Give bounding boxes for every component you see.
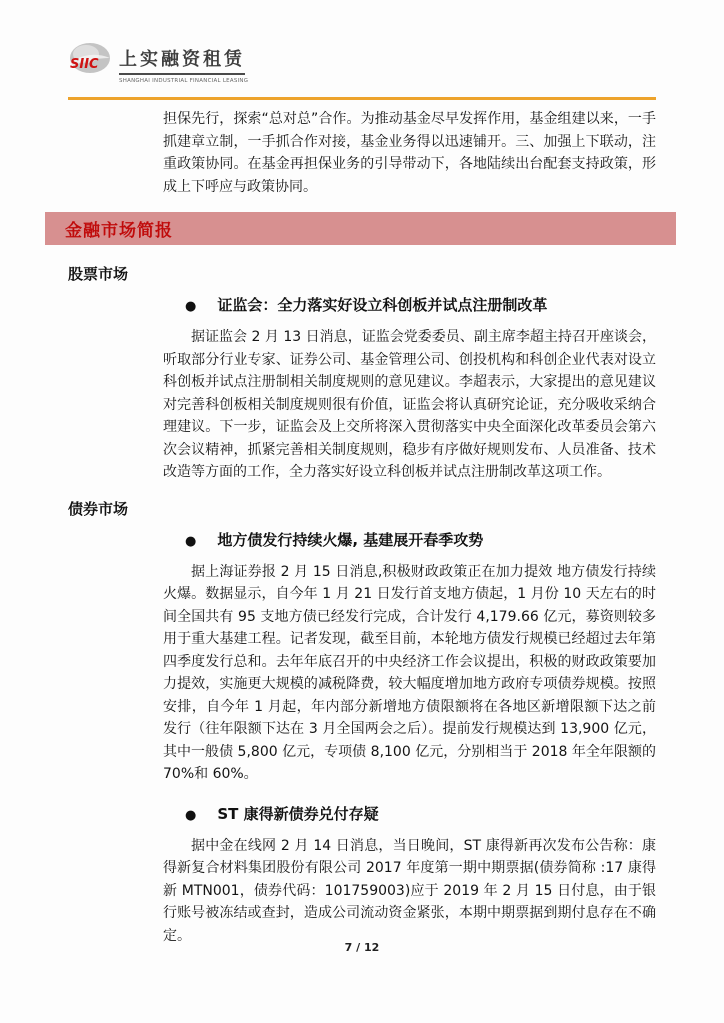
bullet-icon: ● <box>185 533 197 549</box>
news-item-title: 证监会：全力落实好设立科创板并试点注册制改革 <box>217 296 548 314</box>
news-item-body: 据证监会 2 月 13 日消息，证监会党委委员、副主席李超主持召开座谈会，听取部分行业专家、证券公司、基金管理公司、创投机构和科创企业代表对设立科创板并试点注册制相关制度规则的意见建议。李超表示，大家提出的意见建议对完善科创板相关制度规则很有价值，证监会将认真研究论证，充分吸收采纳合理建议。下一步，证监会及上交所将深入贯彻落实中央全面深化改革委员会第六次会议精神，抓紧完善相关制度规则，稳步有序做好规则发布、人员准备、技术改造等方面的工作，全力落实好设立科创板并试点注册制改革这项工作。 <box>163 329 656 480</box>
header-divider <box>68 97 656 100</box>
news-item-title: 地方债发行持续火爆, 基建展开春季攻势 <box>217 530 484 549</box>
news-item-title: ST 康得新债券兑付存疑 <box>217 804 379 823</box>
banner-title: 金融市场简报 <box>65 221 173 241</box>
news-item-title-row <box>185 803 656 824</box>
bullet-icon: ● <box>185 807 197 823</box>
intro-paragraph: 担保先行，探索“总对总”合作。为推动基金尽早发挥作用，基金组建以来，一手抓建章立制，一手抓合作对接，基金业务得以迅速铺开。三、加强上下联动，注重政策协同。在基金再担保业务的引导带动下，各地陆续出台配套支持政策，形成上下呼应与政策协同。 <box>163 111 656 195</box>
section-banner <box>45 212 676 245</box>
news-item-body: 据上海证券报 2 月 15 日消息,积极财政政策正在加力提效 地方债发行持续火爆。数据显示，自今年 1 月 21 日发行首支地方债起，1 月份 10 天左右的时间全国共有 95 支地方债已经发行完成，合计发行 4,179.66 亿元，募资则较多用于重大基建工程。记者发现，截至目前，本轮地方债发行规模已经超过去年第四季度发行总和。去年年底召开的中央经济工作会议提出，积极的财政政策要加力提效，实施更大规模的减税降费，较大幅度增加地方政府专项债券规模。按照安排，自今年 1 月起，年内部分新增地方债限额将在各地区新增限额下达之前发行（往年限额下达在 3 月全国两会之后）。提前发行规模达到 13,900 亿元，其中一般债 5,800 亿元，专项债 8,100 亿元，分别相当于 2018 年全年限额的 70%和 60%。 <box>163 563 656 782</box>
news-item-title-row <box>185 529 656 550</box>
news-item-title-row <box>185 294 656 315</box>
section-heading-stock-market: 股票市场 <box>68 265 129 283</box>
news-item-body: 据中金在线网 2 月 14 日消息，当日晚间，ST 康得新再次发布公告称：康得新复合材料集团股份有限公司 2017 年度第一期中期票据(债券简称 :17 康得新 MTN001，债券代码：101759003)应于 2019 年 2 月 15 日付息，由于银行账号被冻结或查封，造成公司流动资金紧张，本期中期票据到期付息存在不确定。 <box>163 837 656 944</box>
page-number: 7 / 12 <box>344 941 380 954</box>
bullet-icon: ● <box>185 299 197 314</box>
company-name-en: SHANGHAI INDUSTRIAL FINANCIAL LEASING <box>119 77 249 84</box>
siic-globe-icon <box>68 42 112 78</box>
company-name-cn: 上实融资租赁 <box>119 45 245 75</box>
section-heading-bond-market: 债券市场 <box>68 499 129 518</box>
company-logo <box>68 42 656 86</box>
svg-text:SIIC: SIIC <box>70 57 99 72</box>
logo-text-block <box>119 42 309 86</box>
